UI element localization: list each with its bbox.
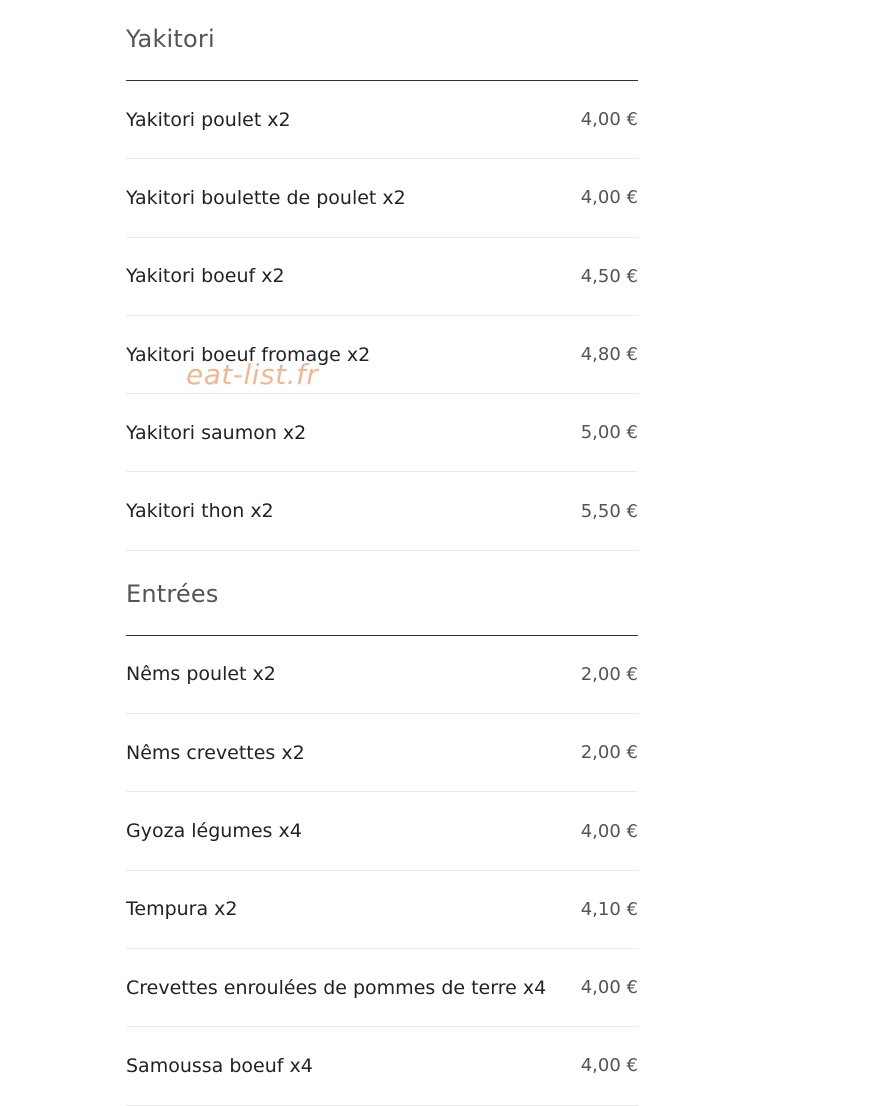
- menu-item: [126, 81, 638, 159]
- menu-item: [126, 159, 638, 237]
- section-title: Yakitori: [126, 0, 638, 81]
- item-name: Nêms crevettes x2: [126, 741, 305, 764]
- item-price: 4,10 €: [580, 898, 638, 920]
- menu-item: [126, 949, 638, 1027]
- item-price: 5,00 €: [580, 422, 638, 444]
- item-price: 4,00 €: [580, 820, 638, 842]
- item-name: Samoussa boeuf x4: [126, 1054, 313, 1077]
- item-name: Yakitori saumon x2: [126, 421, 307, 444]
- menu-item: [126, 472, 638, 550]
- menu-item: [126, 714, 638, 792]
- section-title: Entrées: [126, 551, 638, 636]
- item-price: 4,00 €: [580, 977, 638, 999]
- item-price: 2,00 €: [580, 663, 638, 685]
- item-price: 4,00 €: [580, 109, 638, 131]
- menu-list: [126, 0, 638, 1106]
- menu-item: [126, 636, 638, 714]
- menu-item: [126, 871, 638, 949]
- item-name: Yakitori boeuf fromage x2: [126, 343, 371, 366]
- menu-item: [126, 394, 638, 472]
- item-price: 5,50 €: [580, 500, 638, 522]
- item-name: Gyoza légumes x4: [126, 820, 302, 843]
- item-name: Yakitori boulette de poulet x2: [126, 186, 406, 209]
- menu-item: [126, 1027, 638, 1105]
- item-name: Tempura x2: [126, 898, 238, 921]
- item-name: Nêms poulet x2: [126, 663, 276, 686]
- item-name: Yakitori boeuf x2: [126, 265, 285, 288]
- section-entrees: [126, 551, 638, 1106]
- watermark-text: eat-list.fr: [186, 358, 319, 391]
- item-name: Crevettes enroulées de pommes de terre x4: [126, 976, 547, 999]
- menu-item: [126, 792, 638, 870]
- item-price: 4,00 €: [580, 187, 638, 209]
- item-price: 2,00 €: [580, 742, 638, 764]
- item-name: Yakitori poulet x2: [126, 108, 291, 131]
- item-price: 4,50 €: [580, 265, 638, 287]
- item-price: 4,80 €: [580, 344, 638, 366]
- item-name: Yakitori thon x2: [126, 500, 274, 523]
- item-price: 4,00 €: [580, 1055, 638, 1077]
- section-yakitori: [126, 0, 638, 551]
- menu-item: [126, 238, 638, 316]
